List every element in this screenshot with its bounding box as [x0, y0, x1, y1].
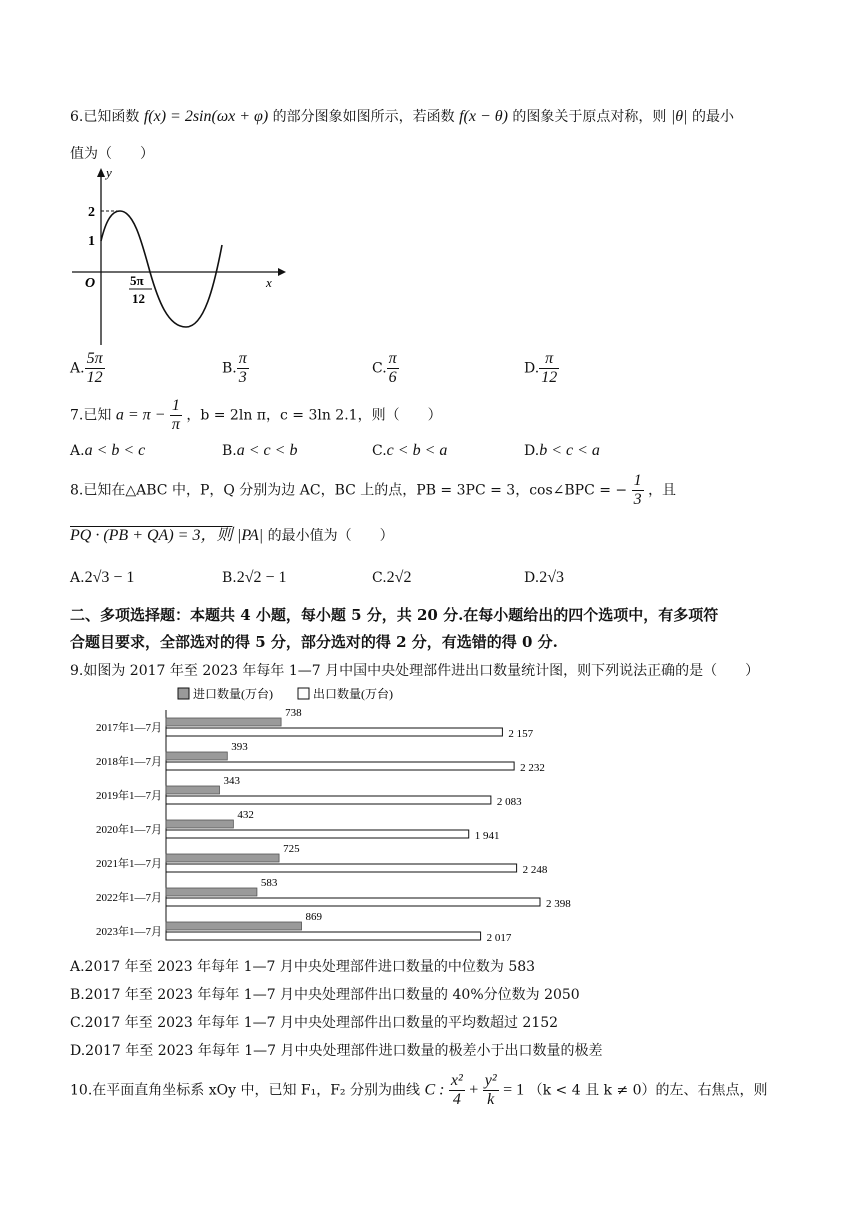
- q7-rest: ，b = 2ln π，c = 3ln 2.1，则（ ）: [186, 407, 442, 424]
- y-axis-arrow: [97, 168, 105, 177]
- export-bar: [166, 762, 514, 770]
- q6-option-c[interactable]: [372, 350, 399, 387]
- legend-label: 进口数量(万台): [193, 687, 273, 701]
- frac-num: 1: [633, 472, 642, 489]
- q6-function: f(x) = 2sin(ωx + φ): [143, 108, 269, 125]
- q8-text-c: 的最小值为（ ）: [267, 528, 394, 544]
- legend-label: 出口数量(万台): [313, 687, 393, 701]
- import-value-label: 725: [283, 843, 300, 855]
- q6-sine-graph: [68, 165, 288, 350]
- category-label: 2022年1—7月: [96, 892, 162, 904]
- export-bar: [166, 796, 491, 804]
- legend-swatch: [178, 688, 189, 699]
- option-label: C.: [372, 443, 387, 459]
- q10-line: [70, 1072, 768, 1109]
- q6-tail: 的最小: [691, 109, 734, 125]
- q10-lead: 10.在平面直角坐标系 xOy 中，已知 F₁，F₂ 分别为曲线: [70, 1082, 420, 1099]
- option-text: 2√2: [386, 569, 412, 586]
- import-bar: [166, 752, 227, 760]
- option-label: B.: [222, 360, 237, 377]
- option-label: C.: [372, 570, 387, 586]
- option-label: D.: [524, 443, 540, 459]
- q7-lead: 7.已知: [70, 407, 112, 424]
- export-value-label: 2 157: [508, 728, 534, 740]
- q8-line1: [70, 472, 676, 509]
- x-label: x: [266, 275, 272, 290]
- export-value-label: 2 398: [546, 898, 571, 910]
- frac-den: π: [171, 416, 180, 433]
- option-text: a < b < c: [84, 442, 146, 459]
- q9-bar-chart: [70, 682, 571, 944]
- import-value-label: 869: [305, 911, 323, 923]
- frac-num: 1: [170, 397, 182, 416]
- q8-text-b: ，且: [648, 482, 677, 499]
- category-label: 2023年1—7月: [96, 926, 162, 938]
- frac-den: k: [487, 1091, 495, 1108]
- q7-option-d[interactable]: [524, 442, 600, 460]
- export-value-label: 2 232: [520, 762, 545, 774]
- export-bar: [166, 864, 517, 872]
- frac-den: 3: [238, 369, 247, 386]
- import-bar: [166, 718, 281, 726]
- import-bar: [166, 820, 233, 828]
- option-label: A.: [70, 360, 85, 377]
- q7-line: [70, 397, 442, 434]
- q10-curve-name: C :: [424, 1081, 445, 1099]
- q6-option-b[interactable]: [222, 350, 249, 387]
- option-text: c < b < a: [386, 442, 448, 459]
- frac-num: π: [539, 350, 559, 369]
- q6-option-d[interactable]: [524, 350, 559, 387]
- option-label: C.: [372, 360, 387, 377]
- option-label: D.: [524, 360, 540, 377]
- q8-option-a[interactable]: [70, 569, 134, 587]
- frac-den: 12: [86, 369, 103, 386]
- q6-shifted-function: f(x − θ): [459, 108, 508, 125]
- export-value-label: 2 017: [486, 932, 512, 944]
- option-label: B.: [222, 570, 237, 586]
- option-text: 2√3: [539, 569, 564, 586]
- q7-option-b[interactable]: [222, 442, 297, 460]
- option-label: A.: [70, 570, 85, 586]
- frac-num: x²: [450, 1072, 463, 1089]
- x-tick-den: 12: [132, 291, 145, 306]
- q8-option-b[interactable]: [222, 569, 287, 587]
- q8-line2: [70, 522, 394, 545]
- q6-option-a[interactable]: [70, 350, 105, 387]
- section2-heading-line2: 合题目要求，全部选对的得 5 分，部分选对的得 2 分，有选错的得 0 分.: [70, 633, 558, 651]
- section2-heading-line1: 二、多项选择题：本题共 4 小题，每小题 5 分，共 20 分.在每小题给出的四个选项中，有多项符: [70, 606, 719, 624]
- sine-curve: [101, 211, 222, 327]
- q6-mid2: 的图象关于原点对称，则: [512, 109, 667, 125]
- option-label: D.: [524, 570, 540, 586]
- category-label: 2019年1—7月: [96, 790, 162, 802]
- x-axis-arrow: [278, 268, 286, 276]
- option-text: b < c < a: [539, 442, 600, 459]
- category-label: 2018年1—7月: [96, 756, 162, 768]
- chart-bars: [96, 707, 571, 944]
- q9-stem: 9.如图为 2017 年至 2023 年每年 1—7 月中国中央处理部件进出口数量统计图，则下列说法正确的是（ ）: [70, 663, 760, 679]
- frac-num: π: [388, 350, 397, 367]
- q8-pa-abs: |PA|: [236, 527, 264, 544]
- q10-equals: = 1: [503, 1081, 525, 1099]
- q6-mid: 的部分图象如图所示，若函数: [272, 109, 455, 125]
- legend-swatch: [298, 688, 309, 699]
- q7-option-c[interactable]: [372, 442, 447, 460]
- y-tick-2: 2: [88, 205, 95, 220]
- option-label: B.: [222, 443, 237, 459]
- import-value-label: 393: [231, 741, 248, 753]
- q8-option-c[interactable]: [372, 569, 411, 587]
- chart-legend: [178, 686, 393, 701]
- q10-condition: （k < 4 且 k ≠ 0）的左、右焦点，则: [528, 1082, 768, 1099]
- frac-num: π: [238, 350, 247, 367]
- export-bar: [166, 898, 540, 906]
- import-bar: [166, 786, 219, 794]
- category-label: 2017年1—7月: [96, 722, 162, 734]
- q6-line1: [70, 106, 734, 126]
- export-value-label: 2 083: [496, 796, 522, 808]
- q6-theta-abs: |θ|: [670, 108, 688, 125]
- q9-option-b[interactable]: B.2017 年至 2023 年每年 1—7 月中央处理部件出口数量的 40%分位数为 2050: [70, 987, 580, 1003]
- export-bar: [166, 728, 502, 736]
- export-value-label: 2 248: [522, 864, 548, 876]
- export-bar: [166, 830, 469, 838]
- x-tick-num: 5π: [130, 273, 144, 288]
- q7-a-expr: a = π −: [115, 406, 166, 424]
- import-value-label: 583: [260, 877, 278, 889]
- q6-lead: 6.已知函数: [70, 109, 140, 125]
- frac-num: 5π: [86, 350, 103, 367]
- frac-den: 12: [541, 369, 558, 386]
- option-text: 2√3 − 1: [84, 569, 135, 586]
- export-bar: [166, 932, 481, 940]
- import-bar: [166, 922, 302, 930]
- category-label: 2020年1—7月: [96, 824, 162, 836]
- q9-option-a[interactable]: A.2017 年至 2023 年每年 1—7 月中央处理部件进口数量的中位数为 583: [70, 959, 536, 975]
- frac-den: 4: [452, 1091, 461, 1108]
- import-bar: [166, 888, 257, 896]
- frac-den: 3: [633, 491, 642, 508]
- q6-line2: 值为（ ）: [70, 146, 154, 162]
- y-label: y: [106, 165, 112, 180]
- q8-option-d[interactable]: [524, 569, 564, 587]
- option-text: a < c < b: [236, 442, 298, 459]
- category-label: 2021年1—7月: [96, 858, 162, 870]
- option-label: A.: [70, 443, 85, 459]
- import-bar: [166, 854, 279, 862]
- export-value-label: 1 941: [474, 830, 500, 842]
- frac-num: y²: [484, 1072, 497, 1089]
- frac-den: 6: [388, 369, 397, 386]
- y-tick-1: 1: [88, 234, 95, 249]
- q8-text-a: 8.已知在△ABC 中，P，Q 分别为边 AC，BC 上的点，PB = 3PC = 3，cos∠BPC = −: [70, 482, 628, 499]
- q8-vector-expr: PQ · (PB + QA) = 3，则: [70, 527, 233, 544]
- q9-option-c[interactable]: C.2017 年至 2023 年每年 1—7 月中央处理部件出口数量的平均数超过 2152: [70, 1015, 559, 1031]
- import-value-label: 343: [223, 775, 240, 787]
- q7-option-a[interactable]: [70, 442, 145, 460]
- import-value-label: 738: [285, 707, 302, 719]
- q9-option-d[interactable]: D.2017 年至 2023 年每年 1—7 月中央处理部件进口数量的极差小于出口数量的极差: [70, 1043, 603, 1059]
- origin-label: O: [85, 276, 96, 291]
- import-value-label: 432: [237, 809, 254, 821]
- option-text: 2√2 − 1: [236, 569, 287, 586]
- q10-plus: +: [469, 1081, 479, 1099]
